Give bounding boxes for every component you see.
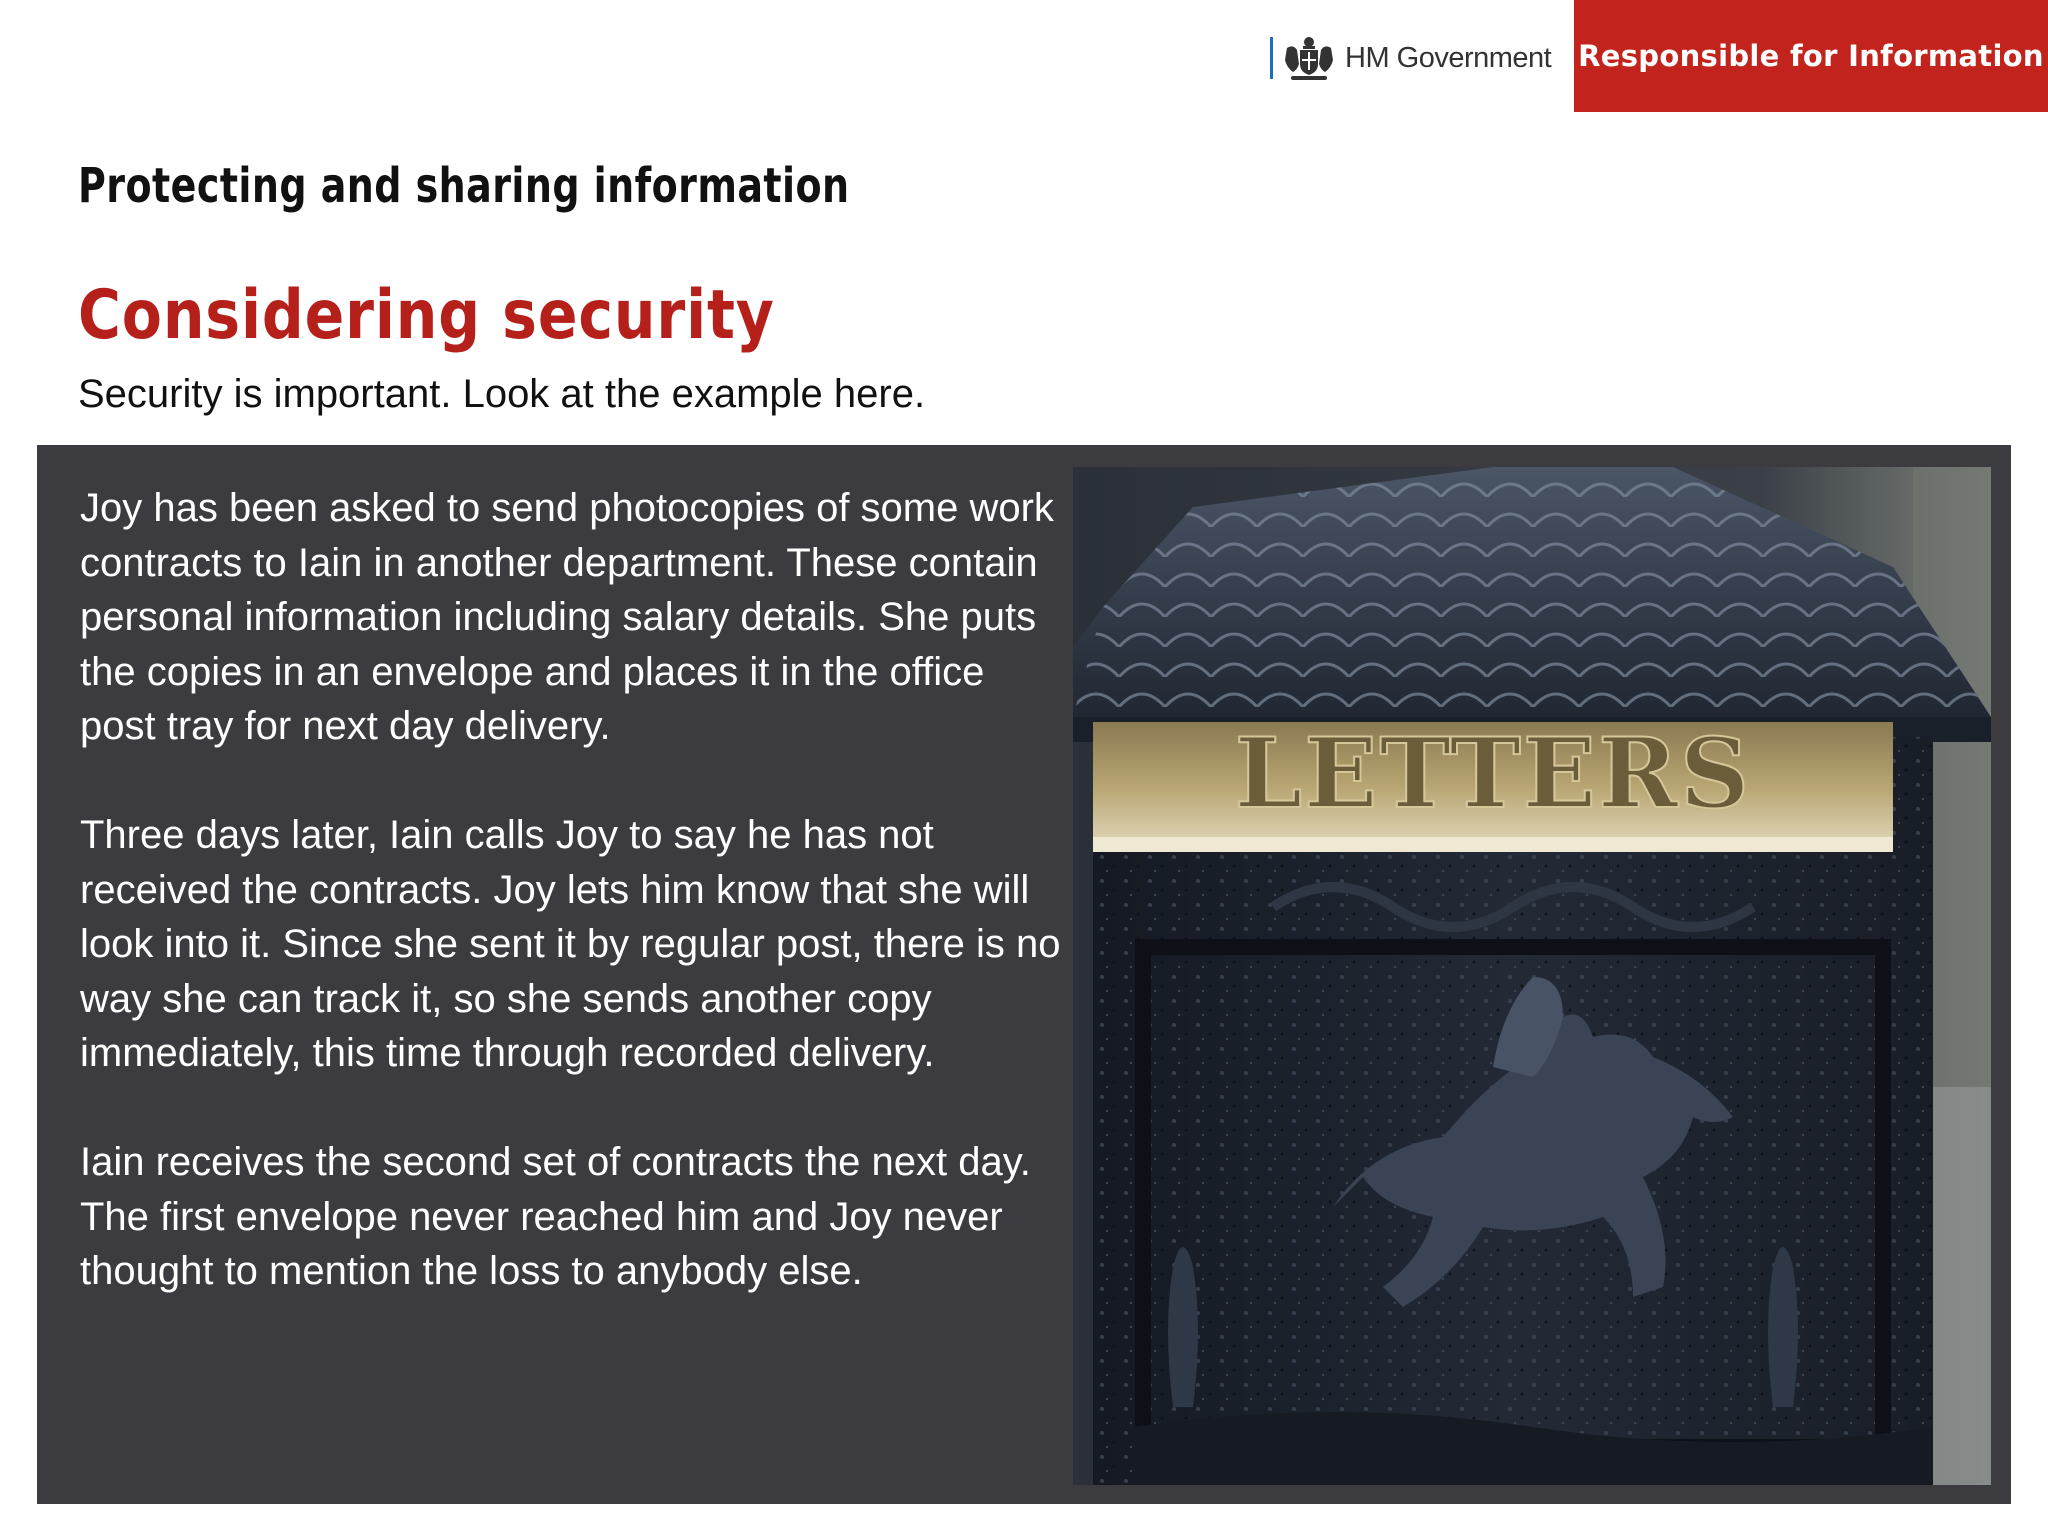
banner-label: Responsible for Information: [1578, 39, 2044, 73]
letters-sign-text: LETTERS: [1234, 717, 1752, 830]
case-study-panel: [37, 445, 2011, 1504]
intro-text: Security is important. Look at the example here.: [78, 372, 926, 416]
letterbox-illustration: [1073, 467, 1991, 1485]
section-title: Protecting and sharing information: [78, 158, 850, 214]
responsible-for-information-banner: [1574, 0, 2048, 112]
logo-divider: [1270, 37, 1273, 79]
story-paragraph-2: Three days later, Iain calls Joy to say he has not received the contracts. Joy lets him know that she will look into it. Since she sent it by regular post, there is no way she can track it, so she sends another copy immediately, this time through recorded delivery.: [80, 813, 1061, 1075]
hm-government-label: HM Government: [1345, 41, 1552, 74]
page-title: Considering security: [78, 276, 775, 355]
story-paragraph-1: Joy has been asked to send photocopies of some work contracts to Iain in another department. These contain personal information including salary details. She puts the copies in an envelope and places it in the office post tray for next day delivery.: [80, 486, 1054, 748]
letterbox-photo: [1073, 467, 1991, 1485]
hm-government-logo: [1270, 30, 1551, 86]
story-paragraph-3: Iain receives the second set of contracts the next day. The first envelope never reached him and Joy never thought to mention the loss to anybody else.: [80, 1140, 1031, 1293]
royal-crest-icon: [1283, 34, 1335, 82]
case-study-text: [80, 481, 1070, 1299]
